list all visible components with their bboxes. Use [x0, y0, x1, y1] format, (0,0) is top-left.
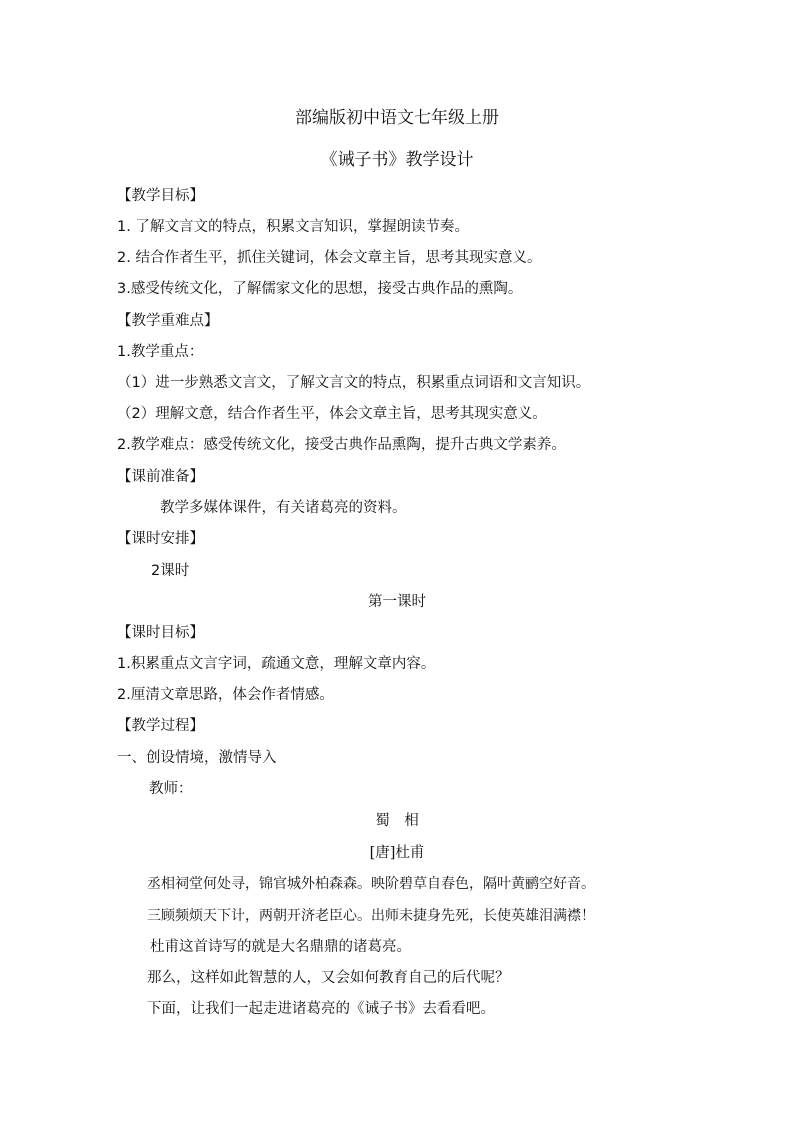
paragraph: 1.积累重点文言字词，疏通文意，理解文章内容。	[117, 656, 436, 672]
paragraph: 杜甫这首诗写的就是大名鼎鼎的诸葛亮。	[150, 939, 411, 955]
paragraph: （1）进一步熟悉文言文，了解文言文的特点，积累重点词语和文言知识。	[117, 375, 591, 391]
lesson-heading: 第一课时	[368, 594, 426, 610]
doc-subtitle: 《诫子书》教学设计	[320, 150, 474, 170]
section-heading: 【课时目标】	[117, 625, 204, 641]
poem-author: [唐]杜甫	[369, 845, 425, 861]
section-heading: 【课前准备】	[117, 469, 204, 485]
section-heading: 【教学目标】	[117, 188, 204, 204]
paragraph: 1.教学重点：	[117, 344, 204, 360]
paragraph: 教师：	[149, 781, 193, 797]
paragraph: 下面，让我们一起走进诸葛亮的《诫子书》去看看吧。	[147, 1001, 495, 1017]
paragraph: 1. 了解文言文的特点，积累文言知识，掌握朗读节奏。	[117, 219, 469, 235]
paragraph: 2. 结合作者生平，抓住关键词，体会文章主旨，思考其现实意义。	[117, 250, 542, 266]
paragraph: （2）理解文意，结合作者生平，体会文章主旨，思考其现实意义。	[117, 406, 547, 422]
section-heading: 【教学过程】	[117, 718, 204, 734]
poem-title: 蜀 相	[375, 813, 419, 829]
paragraph: 教学多媒体课件，有关诸葛亮的资料。	[160, 500, 407, 516]
paragraph: 2课时	[151, 563, 190, 579]
poem-line: 三顾频烦天下计，两朝开济老臣心。出师未捷身先死，长使英雄泪满襟！	[147, 908, 595, 924]
doc-title: 部编版初中语文七年级上册	[295, 108, 499, 128]
paragraph: 那么，这样如此智慧的人，又会如何教育自己的后代呢？	[147, 970, 510, 986]
section-heading: 【课时安排】	[117, 531, 204, 547]
section-heading: 【教学重难点】	[117, 313, 219, 329]
paragraph: 2.厘清文章思路，体会作者情感。	[117, 687, 334, 703]
paragraph: 一、创设情境，激情导入	[117, 750, 277, 766]
poem-line: 丞相祠堂何处寻，锦官城外柏森森。映阶碧草自春色，隔叶黄鹂空好音。	[147, 876, 595, 892]
paragraph: 2.教学难点：感受传统文化，接受古典作品熏陶，提升古典文学素养。	[117, 437, 566, 453]
paragraph: 3.感受传统文化，了解儒家文化的思想，接受古典作品的熏陶。	[117, 281, 523, 297]
